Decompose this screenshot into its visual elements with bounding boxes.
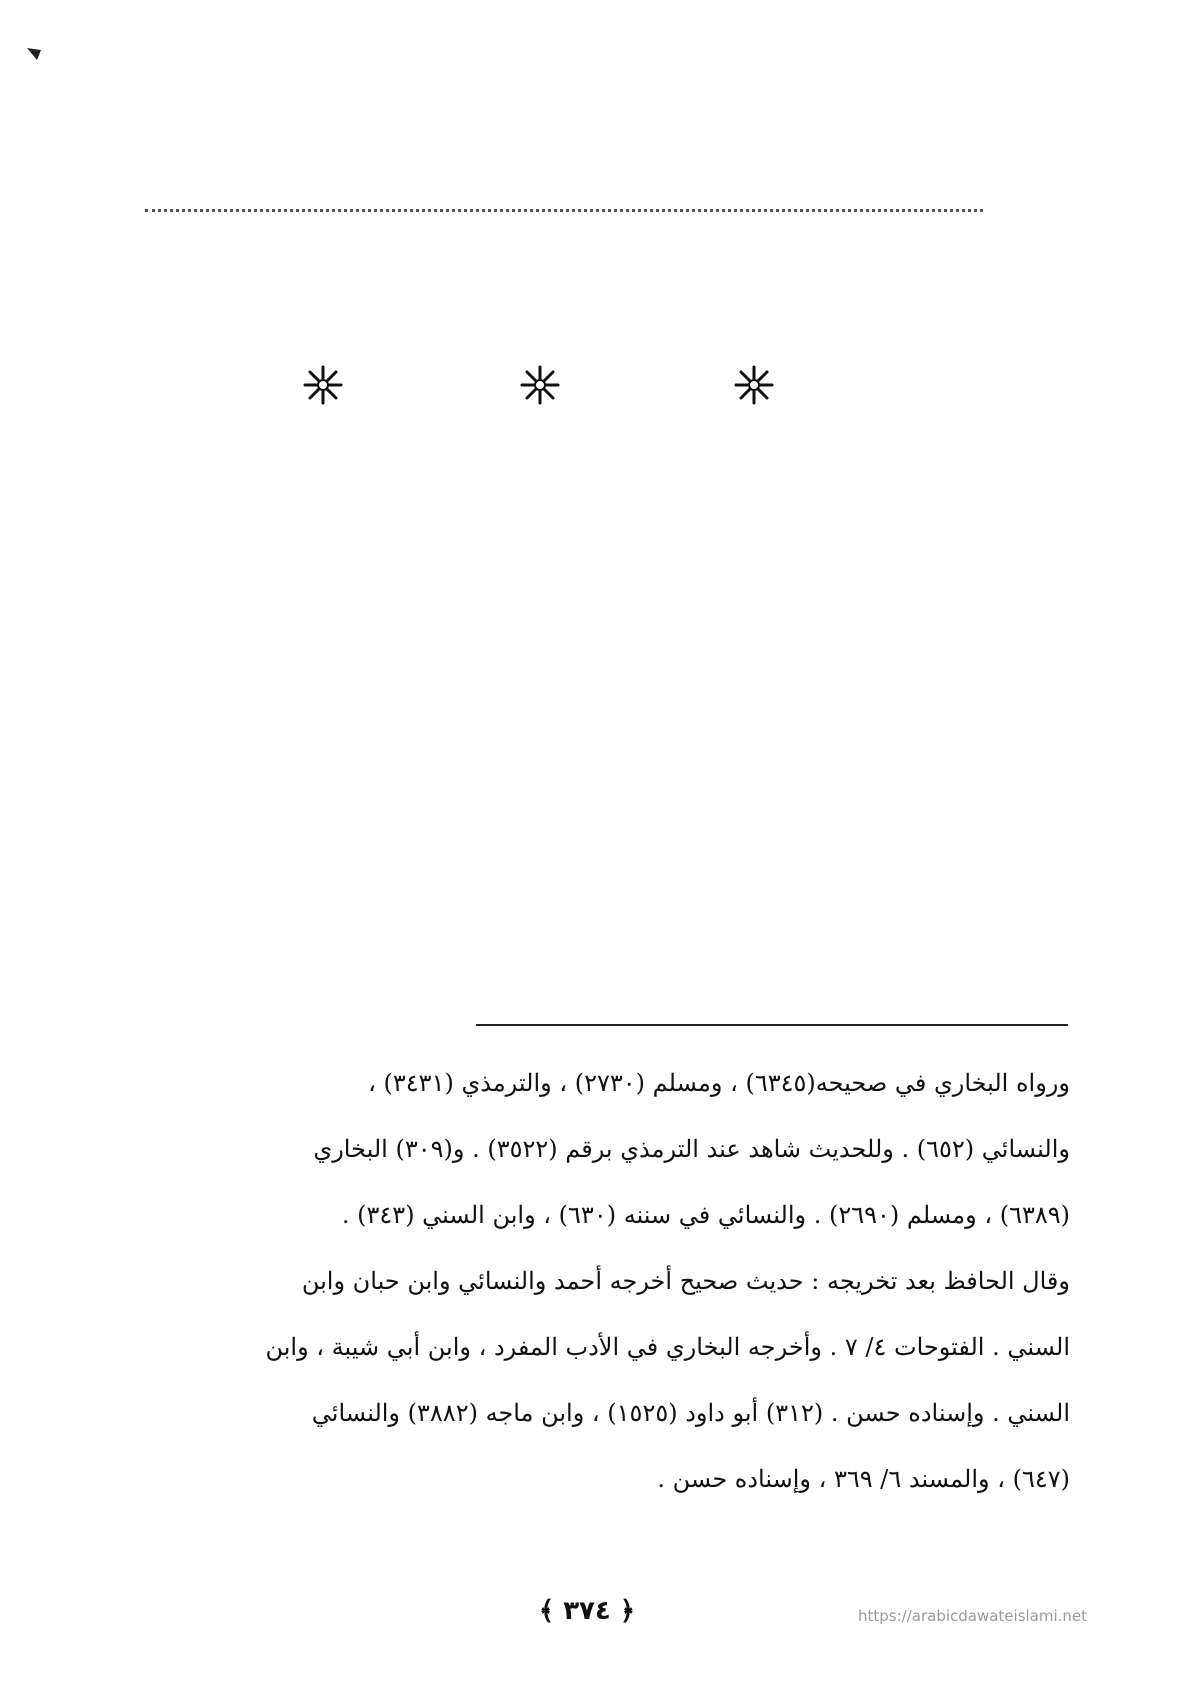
asterisk-flower-icon [301,363,345,407]
footnote-line: وقال الحافظ بعد تخريجه : حديث صحيح أخرجه أحمد والنسائي وابن حبان وابن [301,1267,1070,1295]
footnotes-block [80,1050,1070,1512]
section-divider-ornaments [0,363,1200,413]
footnote-separator [476,1024,1068,1026]
footnote-line: السني . الفتوحات ٤/ ٧ . وأخرجه البخاري في الأدب المفرد ، وابن أبي شيبة ، وابن [265,1333,1070,1361]
asterisk-flower-icon [732,363,776,407]
dotted-separator [145,209,983,212]
page-number: ﴿ ٣٧٤ ﴾ [538,1596,636,1626]
corner-mark-icon [27,48,41,60]
footnote-line: ورواه البخاري في صحيحه(٦٣٤٥) ، ومسلم (٢٧٣٠) ، والترمذي (٣٤٣١) ، [368,1069,1070,1097]
footnote-line: (٦٣٨٩) ، ومسلم (٢٦٩٠) . والنسائي في سننه (٦٣٠) ، وابن السني (٣٤٣) . [341,1201,1070,1229]
source-watermark: https://arabicdawateislami.net [858,1607,1088,1625]
asterisk-flower-icon [518,363,562,407]
footnote-line: والنسائي (٦٥٢) . وللحديث شاهد عند الترمذي برقم (٣٥٢٢) . و(٣٠٩) البخاري [313,1135,1070,1163]
footnote-line: السني . وإسناده حسن . (٣١٢) أبو داود (١٥٢٥) ، وابن ماجه (٣٨٨٢) والنسائي [311,1399,1070,1427]
footnote-line: (٦٤٧) ، والمسند ٦/ ٣٦٩ ، وإسناده حسن . [657,1465,1070,1493]
